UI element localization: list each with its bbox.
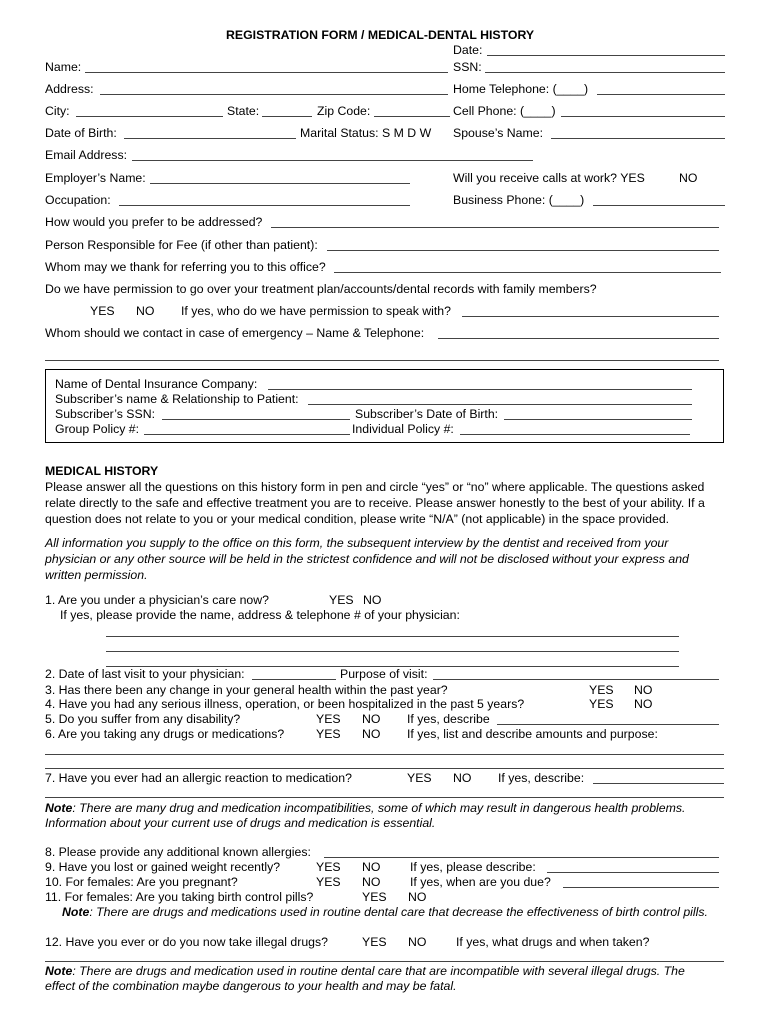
employer-field[interactable] [150,183,410,184]
q4-yes[interactable]: YES [589,697,614,711]
q4-no[interactable]: NO [634,697,653,711]
group-policy-label: Group Policy #: [55,422,140,436]
note-3 [45,964,685,978]
state-field[interactable] [262,116,312,117]
q6-field-2[interactable] [45,768,724,769]
subscriber-ssn-label: Subscriber’s SSN: [55,407,156,421]
referral-field[interactable] [334,272,721,273]
q1-yes[interactable]: YES [329,593,354,607]
q9-yes[interactable]: YES [316,860,341,874]
q10-due-label: If yes, when are you due? [410,875,551,889]
note-3-text: : There are drugs and medication used in routine dental care that are incompatible with several illegal drugs. The [72,964,685,978]
city-field[interactable] [76,116,223,117]
q12-yes[interactable]: YES [362,935,387,949]
home-phone-field[interactable] [597,94,725,95]
emergency-field[interactable] [438,338,719,339]
q2-purpose-label: Purpose of visit: [340,667,428,681]
individual-policy-field[interactable] [460,434,690,435]
q11-no[interactable]: NO [408,890,427,904]
date-field[interactable] [487,55,725,56]
permission-no[interactable]: NO [136,304,155,318]
q3-label: 3. Has there been any change in your general health within the past year? [45,683,448,697]
occupation-field[interactable] [119,205,410,206]
addressed-field[interactable] [271,227,719,228]
q7-label: 7. Have you ever had an allergic reaction to medication? [45,771,352,785]
medical-history-heading: MEDICAL HISTORY [45,464,159,478]
note-3-label: Note [45,964,73,978]
group-policy-field[interactable] [144,434,350,435]
address-field[interactable] [100,94,448,95]
emergency-field-line2[interactable] [45,360,719,361]
name-field[interactable] [85,72,448,73]
business-phone-label: Business Phone: (____) [453,193,585,207]
q7-no[interactable]: NO [453,771,472,785]
q2-date-field[interactable] [252,679,336,680]
note-1-label: Note [45,801,73,815]
q6-label: 6. Are you taking any drugs or medications? [45,727,285,741]
subscriber-ssn-field[interactable] [162,419,350,420]
q9-no[interactable]: NO [362,860,381,874]
ssn-field[interactable] [485,72,725,73]
q8-label: 8. Please provide any additional known allergies: [45,845,311,859]
q5-yes[interactable]: YES [316,712,341,726]
q6-yes[interactable]: YES [316,727,341,741]
q6-no[interactable]: NO [362,727,381,741]
permission-question: Do we have permission to go over your treatment plan/accounts/dental records with family members? [45,282,597,296]
q7-describe-field[interactable] [593,783,724,784]
q11-yes[interactable]: YES [362,890,387,904]
q12-field[interactable] [45,961,724,962]
q9-describe-field[interactable] [547,872,719,873]
physician-field-2[interactable] [106,651,679,652]
q5-no[interactable]: NO [362,712,381,726]
q1-label: 1. Are you under a physician’s care now? [45,593,269,607]
state-label: State: [227,104,260,118]
address-label: Address: [45,82,94,96]
note-2-label: Note [62,905,90,919]
note-3-line-2: effect of the combination maybe dangerous to your health and may be fatal. [45,979,457,993]
occupation-label: Occupation: [45,193,111,207]
dob-label: Date of Birth: [45,126,117,140]
q2-label: 2. Date of last visit to your physician: [45,667,245,681]
note-1-line-2: Information about your current use of drugs and medication is essential. [45,816,436,830]
note-1 [45,801,685,815]
cell-phone-label: Cell Phone: (____) [453,104,556,118]
q3-no[interactable]: NO [634,683,653,697]
q3-yes[interactable]: YES [589,683,614,697]
insurance-company-field[interactable] [268,389,692,390]
q5-describe-field[interactable] [497,724,719,725]
dob-field[interactable] [124,138,296,139]
q8-field[interactable] [324,857,719,858]
q12-no[interactable]: NO [408,935,427,949]
spouse-label: Spouse’s Name: [453,126,543,140]
q7-describe-label: If yes, describe: [498,771,585,785]
employer-label: Employer’s Name: [45,171,146,185]
q10-due-field[interactable] [563,887,719,888]
q11-label: 11. For females: Are you taking birth control pills? [45,890,314,904]
note-2-text: : There are drugs and medications used in routine dental care that decrease the effectiveness of birth control pills. [89,905,708,919]
q1-sub-label: If yes, please provide the name, address & telephone # of your physician: [60,608,460,622]
q6-describe-label: If yes, list and describe amounts and purpose: [407,727,658,741]
zip-field[interactable] [374,116,450,117]
city-label: City: [45,104,70,118]
date-label: Date: [453,43,483,57]
subscriber-dob-label: Subscriber’s Date of Birth: [355,407,499,421]
permission-who-field[interactable] [462,316,719,317]
q10-yes[interactable]: YES [316,875,341,889]
q7-yes[interactable]: YES [407,771,432,785]
calls-at-work-no[interactable]: NO [679,171,698,185]
q6-field-1[interactable] [45,754,724,755]
individual-policy-label: Individual Policy #: [352,422,454,436]
q9-describe-label: If yes, please describe: [410,860,536,874]
emergency-label: Whom should we contact in case of emergency – Name & Telephone: [45,326,425,340]
referral-label: Whom may we thank for referring you to this office? [45,260,326,274]
q10-no[interactable]: NO [362,875,381,889]
confidentiality-statement: All information you supply to the office on this form, the subsequent interview by the dentist and received from your physician or any other source will be held in the strictest confidence and will not be disclosed without your express and written permission. [45,536,689,582]
marital-status[interactable]: Marital Status: S M D W [300,126,432,140]
email-label: Email Address: [45,148,128,162]
form-title: REGISTRATION FORM / MEDICAL-DENTAL HISTORY [226,28,535,42]
q12-label: 12. Have you ever or do you now take illegal drugs? [45,935,328,949]
addressed-label: How would you prefer to be addressed? [45,215,263,229]
q1-no[interactable]: NO [363,593,382,607]
note-1-text: : There are many drug and medication incompatibilities, some of which may result in dangerous health problems. [72,801,686,815]
q4-label: 4. Have you had any serious illness, operation, or been hospitalized in the past 5 years? [45,697,525,711]
medical-intro: Please answer all the questions on this history form in pen and circle “yes” or “no” where applicable. The questions asked relate directly to the safe and effective treatment you are to receive. Please answer honestly to the best of your ability. If a question does not relate to you or your medical condition, please write “N/A” (not applicable) in the space provided. [45,480,705,526]
responsible-field[interactable] [327,250,719,251]
subscriber-dob-field[interactable] [504,419,692,420]
q12-describe-label: If yes, what drugs and when taken? [456,935,650,949]
spouse-field[interactable] [551,138,725,139]
subscriber-label: Subscriber’s name & Relationship to Patient: [55,392,299,406]
responsible-label: Person Responsible for Fee (if other than patient): [45,238,318,252]
note-2 [62,905,708,919]
physician-field-1[interactable] [106,636,679,637]
q10-label: 10. For females: Are you pregnant? [45,875,238,889]
business-phone-field[interactable] [593,205,725,206]
ssn-label: SSN: [453,60,482,74]
zip-label: Zip Code: [317,104,371,118]
permission-who-label: If yes, who do we have permission to speak with? [181,304,451,318]
subscriber-field[interactable] [308,404,692,405]
insurance-company-label: Name of Dental Insurance Company: [55,377,258,391]
q2-purpose-field[interactable] [433,679,719,680]
permission-yes[interactable]: YES [90,304,115,318]
q7-field-2[interactable] [45,797,724,798]
email-field[interactable] [132,160,533,161]
cell-phone-field[interactable] [561,116,725,117]
home-phone-label: Home Telephone: (____) [453,82,589,96]
q9-label: 9. Have you lost or gained weight recently? [45,860,281,874]
name-label: Name: [45,60,82,74]
q5-label: 5. Do you suffer from any disability? [45,712,241,726]
calls-at-work-question[interactable]: Will you receive calls at work? YES [453,171,645,185]
q5-describe-label: If yes, describe [407,712,490,726]
